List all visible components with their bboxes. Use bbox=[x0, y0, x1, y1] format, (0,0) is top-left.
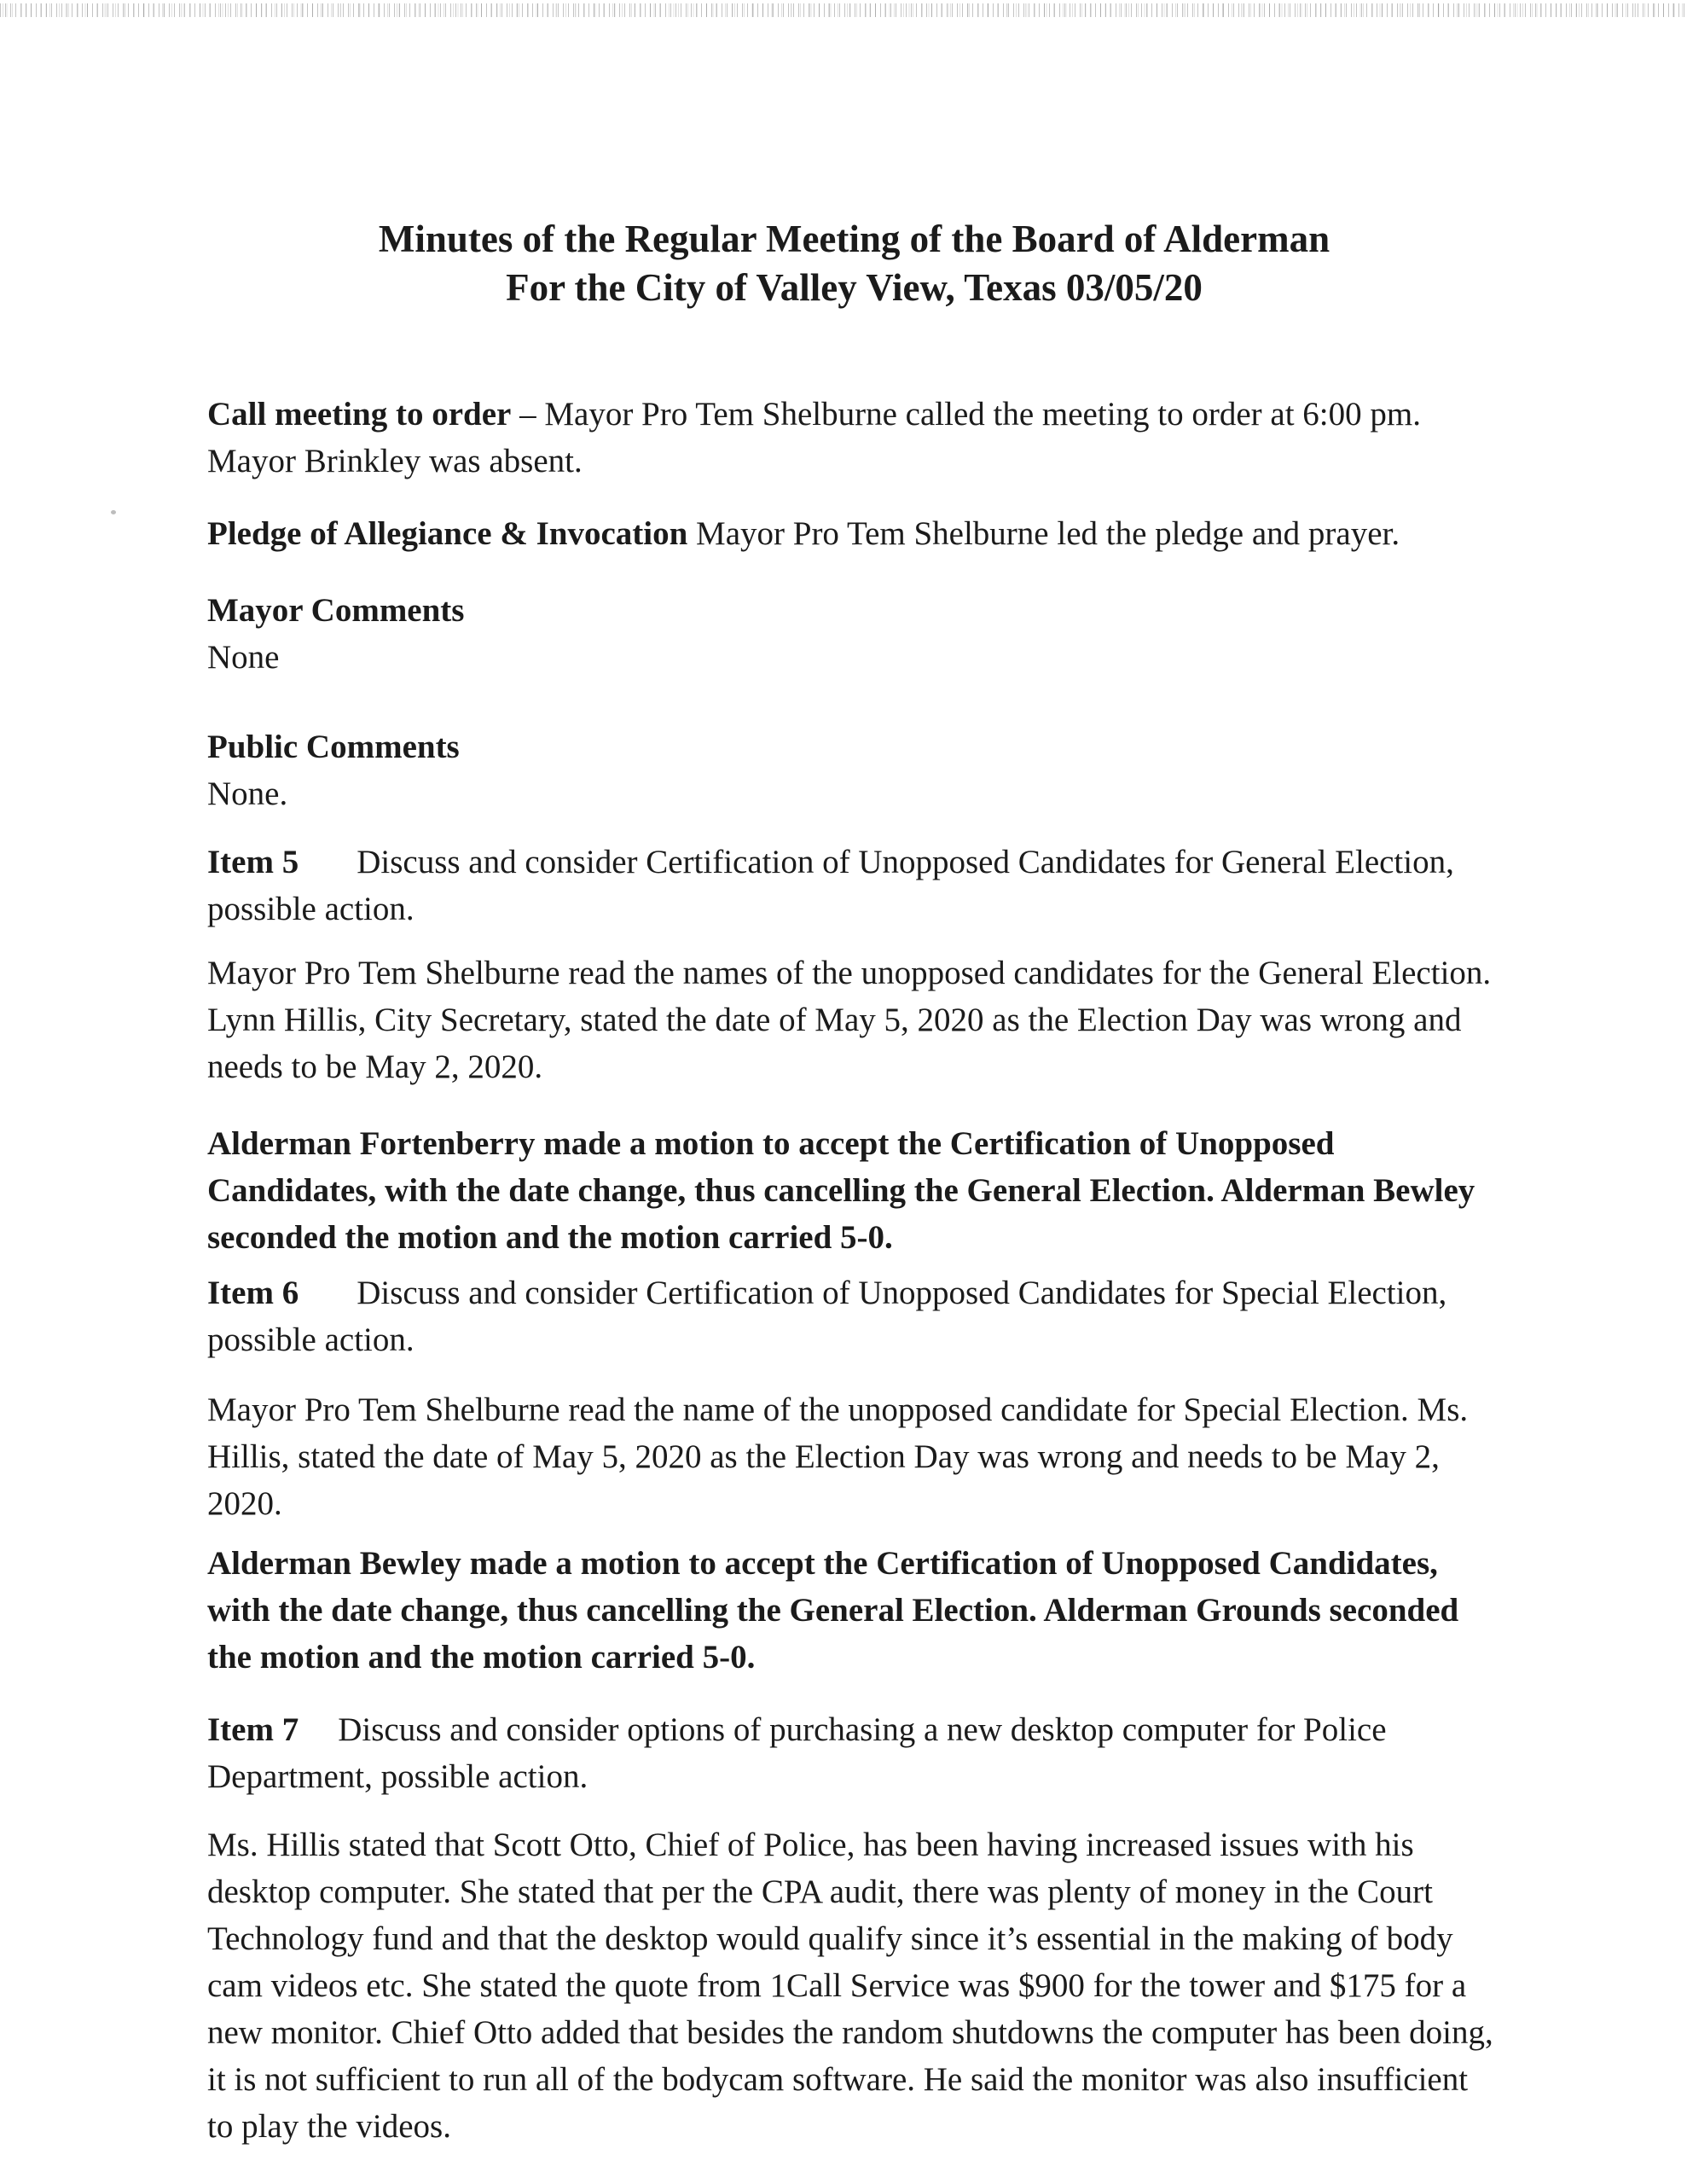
item-7-label: Item 7 bbox=[207, 1711, 299, 1748]
item-7-text: Discuss and consider options of purchasing a new desktop computer for Police Department, possible action. bbox=[207, 1711, 1387, 1795]
pledge-label: Pledge of Allegiance & Invocation bbox=[207, 515, 688, 552]
item-7-heading-paragraph bbox=[207, 1706, 1501, 1800]
mayor-comments-heading: Mayor Comments bbox=[207, 592, 465, 629]
item-5-heading-paragraph bbox=[207, 839, 1501, 932]
item-5-body-paragraph: Mayor Pro Tem Shelburne read the names of the unopposed candidates for the General Election. Lynn Hillis, City Secretary, stated the date of May 5, 2020 as the Election Day was wrong and needs to be May 2, 2020. bbox=[207, 955, 1492, 1085]
public-comments-section bbox=[207, 723, 1501, 817]
call-to-order-paragraph bbox=[207, 391, 1501, 485]
mayor-comments-section bbox=[207, 587, 1501, 681]
scan-speck-artifact bbox=[111, 510, 116, 514]
mayor-comments-value: None bbox=[207, 639, 280, 676]
call-to-order-text: – Mayor Pro Tem Shelburne called the meeting to order at 6:00 pm. Mayor Brinkley was absent. bbox=[207, 396, 1421, 479]
pledge-paragraph bbox=[207, 510, 1501, 557]
item-6-motion-paragraph: Alderman Bewley made a motion to accept the Certification of Unopposed Candidates, with the date change, thus cancelling the General Election. Alderman Grounds seconded the motion and the motion carried 5-0. bbox=[207, 1545, 1459, 1676]
item-5-motion-paragraph: Alderman Fortenberry made a motion to accept the Certification of Unopposed Candidates, with the date change, thus cancelling the General Election. Alderman Bewley seconded the motion and the motion carried 5-0. bbox=[207, 1125, 1475, 1256]
call-to-order-label: Call meeting to order bbox=[207, 396, 512, 433]
item-5-text: Discuss and consider Certification of Unopposed Candidates for General Election, possible action. bbox=[207, 844, 1454, 927]
item-6-label: Item 6 bbox=[207, 1275, 299, 1311]
item-5-label: Item 5 bbox=[207, 844, 299, 880]
item-6-body-paragraph: Mayor Pro Tem Shelburne read the name of the unopposed candidate for Special Election. Ms. Hillis, stated the date of May 5, 2020 as the Election Day was wrong and needs to be May 2, 2020. bbox=[207, 1391, 1469, 1522]
public-comments-heading: Public Comments bbox=[207, 729, 460, 765]
item-7-body-paragraph: Ms. Hillis stated that Scott Otto, Chief of Police, has been having increased issues with his desktop computer. She stated that per the CPA audit, there was plenty of money in the Court Technology fund and that the desktop would qualify since it’s essential in the making of body cam videos etc. She stated the quote from 1Call Service was $900 for the tower and $175 for a new monitor. Chief Otto added that besides the random shutdowns the computer has been doing, it is not sufficient to run all of the bodycam software. He said the monitor was also insufficient to play the videos. bbox=[207, 1827, 1493, 2145]
title-line-2: For the City of Valley View, Texas 03/05/20 bbox=[506, 266, 1203, 309]
public-comments-value: None. bbox=[207, 775, 288, 812]
document-title bbox=[207, 215, 1501, 312]
pledge-text: Mayor Pro Tem Shelburne led the pledge and prayer. bbox=[687, 515, 1400, 552]
item-6-heading-paragraph bbox=[207, 1269, 1501, 1363]
document-content bbox=[207, 0, 1501, 2150]
item-6-text: Discuss and consider Certification of Unopposed Candidates for Special Election, possible action. bbox=[207, 1275, 1447, 1358]
title-line-1: Minutes of the Regular Meeting of the Board of Alderman bbox=[378, 218, 1330, 260]
